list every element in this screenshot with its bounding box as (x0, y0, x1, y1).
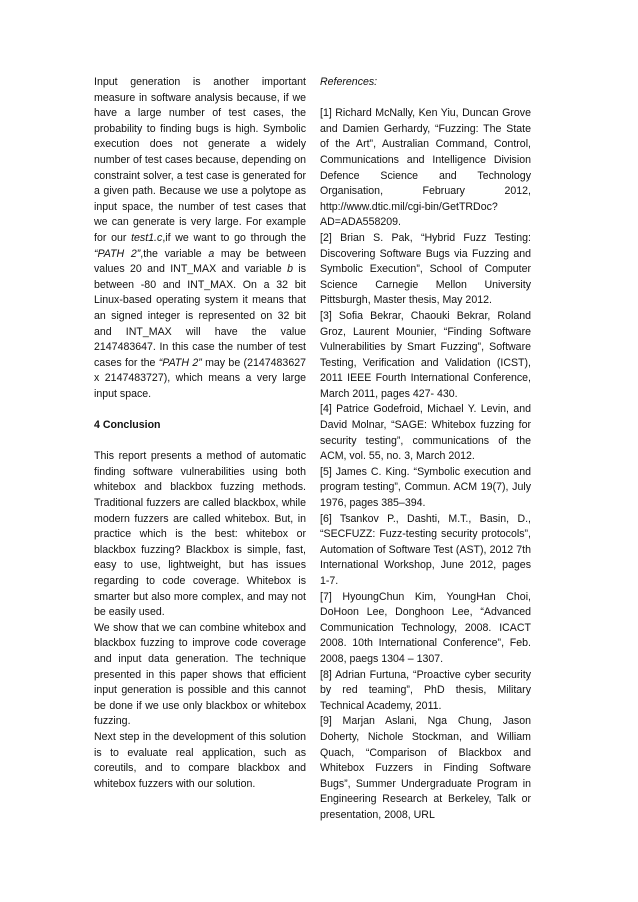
reference-item: [4] Patrice Godefroid, Michael Y. Levin, and David Molnar, “SAGE: Whitebox fuzzing for security testing”, communications of the ACM, vol. 55, no. 3, March 2012. (320, 403, 531, 463)
input-generation-paragraph (94, 75, 306, 402)
emphasis-run: test1.c (131, 231, 163, 244)
text-run: Input generation is another important measure in software analysis because, if we have a large number of test cases, the probability to finding bugs is high. Symbolic execution does not generate a widely number of test cases because, depending on constraint solver, a test case is generated for a given path. Because we use a polytope as input space, the number of test cases that we can generate is very large. For example for our (94, 76, 306, 244)
references-title: References: (320, 76, 378, 88)
text-run: may be (2147483627 x 2147483727), which means a very large input space. (94, 356, 307, 400)
reference-item: [2] Brian S. Pak, “Hybrid Fuzz Testing: Discovering Software Bugs via Fuzzing and Symbolic Execution”, School of Computer Science Carnegie Mellon University Pittsburgh, Master thesis, May 2012. (320, 231, 531, 307)
emphasis-run: a (208, 247, 215, 260)
conclusion-paragraph: This report presents a method of automatic finding software vulnerabilities using both whitebox and blackbox fuzzing methods. Traditional fuzzers are called blackbox, while modern fuzzers are called whitebox. But, in practice which is the best: whitebox or blackbox fuzzing? Blackbox is simple, fast, easy to use, lightweight, but has issues regarding to code coverage. Whitebox is smarter but also more complex, and may not be easily used. (94, 450, 306, 619)
text-run: may be between values 20 and INT_MAX and variable (94, 247, 306, 276)
reference-item: [5] James C. King. “Symbolic execution and program testing”, Commun. ACM 19(7), July 1976, pages 385–394. (320, 465, 531, 510)
emphasis-run: “PATH 2” (94, 247, 141, 260)
reference-item: [7] HyoungChun Kim, YoungHan Choi, DoHoon Lee, Donghoon Lee, “Advanced Communication Technology, 2008. ICACT 2008. 10th International Conference”, Feb. 2008, paegs 1304 – 1307. (320, 590, 531, 665)
reference-item: [8] Adrian Furtuna, “Proactive cyber security by red teaming”, PhD thesis, Military Technical Academy, 2011. (320, 668, 531, 712)
left-column (94, 75, 306, 792)
reference-item: [9] Marjan Aslani, Nga Chung, Jason Doherty, Nichole Stockman, and William Quach, “Comparison of Blackbox and Whitebox Fuzzers in Finding Software Bugs”, Summer Undergraduate Program in Engineering Research at Berkeley, Talk or presentation, 2008, URL (320, 715, 531, 821)
emphasis-run: “PATH 2” (158, 356, 202, 369)
section-heading: 4 Conclusion (94, 419, 161, 432)
emphasis-run: b (287, 263, 293, 276)
text-run: ,if we want to go through the (162, 231, 306, 244)
text-run: ,the variable (140, 247, 209, 260)
reference-item: [3] Sofia Bekrar, Chaouki Bekrar, Roland Groz, Laurent Mounier, “Finding Software Vulnerabilities by Smart Fuzzing”, Software Testing, Verification and Validation (ICST), 2011 IEEE Fourth International Conference, March 2011, pages 427- 430. (320, 309, 531, 400)
conclusion-paragraph: We show that we can combine whitebox and blackbox fuzzing to improve code coverage and input data generation. The technique presented in this paper shows that efficient input generation is possible and this cannot be done if we use only blackbox or whitebox fuzzing. (94, 621, 306, 728)
conclusion-paragraph: Next step in the development of this solution is to evaluate real application, such as coreutils, and to compare blackbox and whitebox fuzzers with our solution. (94, 730, 306, 790)
text-run: is between -80 and INT_MAX. On a 32 bit Linux-based operating system it means that an signed integer is represented on 32 bit and INT_MAX will have the value 2147483647. In this case the number of test cases for the (94, 263, 306, 369)
right-column (320, 75, 531, 824)
reference-item: [1] Richard McNally, Ken Yiu, Duncan Grove and Damien Gerhardy, “Fuzzing: The State of the Art”, Australian Command, Control, Communications and Intelligence Division Defence Science and Technology Organisation, February 2012, http://www.dtic.mil/cgi-bin/GetTRDoc?AD=ADA558209. (320, 107, 531, 229)
reference-item: [6] Tsankov P., Dashti, M.T., Basin, D., “SECFUZZ: Fuzz-testing security protocols”, Automation of Software Test (AST), 2012 7th International Workshop, June 2012, pages 1-7. (320, 512, 531, 587)
